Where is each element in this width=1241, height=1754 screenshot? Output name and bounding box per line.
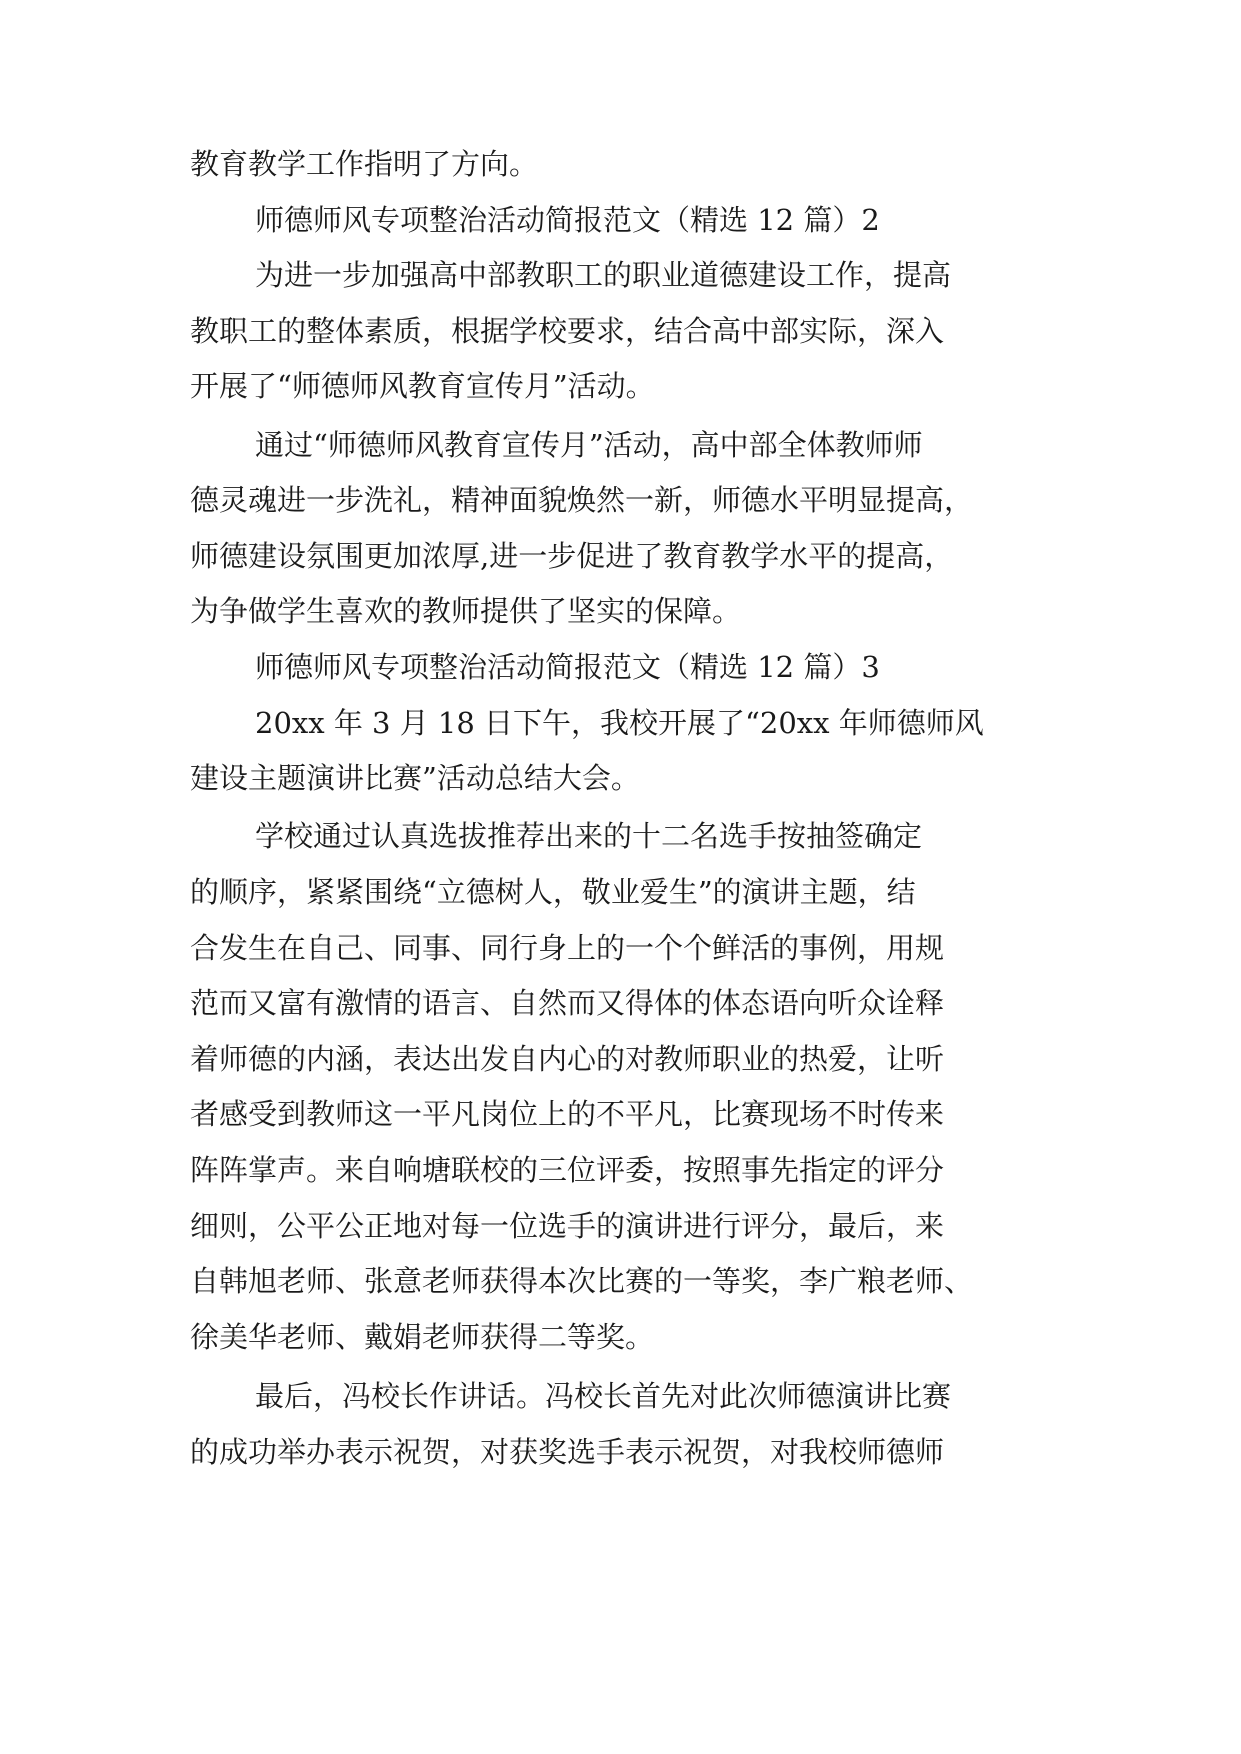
paragraph-line: 教职工的整体素质，根据学校要求，结合高中部实际，深入 [190,314,945,348]
paragraph-line: 的顺序，紧紧围绕“立德树人，敬业爱生”的演讲主题，结 [190,875,916,909]
section-heading: 师德师风专项整治活动简报范文（精选 12 篇）3 [255,650,880,684]
paragraph-line: 为争做学生喜欢的教师提供了坚实的保障。 [190,594,742,628]
paragraph-line: 开展了“师德师风教育宣传月”活动。 [190,369,655,403]
paragraph-line: 着师德的内涵，表达出发自内心的对教师职业的热爱，让听 [190,1042,945,1076]
paragraph-line: 阵阵掌声。来自响塘联校的三位评委，按照事先指定的评分 [190,1153,945,1187]
paragraph-line: 自韩旭老师、张意老师获得本次比赛的一等奖，李广粮老师、 [190,1264,974,1298]
paragraph-line: 的成功举办表示祝贺，对获奖选手表示祝贺，对我校师德师 [190,1435,945,1469]
paragraph-line: 德灵魂进一步洗礼，精神面貌焕然一新，师德水平明显提高， [190,483,974,517]
paragraph-line: 师德建设氛围更加浓厚,进一步促进了教育教学水平的提高， [190,539,954,573]
paragraph-line: 徐美华老师、戴娟老师获得二等奖。 [190,1320,655,1354]
paragraph-line: 为进一步加强高中部教职工的职业道德建设工作，提高 [255,258,952,292]
paragraph-line: 通过“师德师风教育宣传月”活动，高中部全体教师师 [255,428,923,462]
text-line: 教育教学工作指明了方向。 [190,147,539,181]
section-heading: 师德师风专项整治活动简报范文（精选 12 篇）2 [255,203,880,237]
paragraph-line: 范而又富有激情的语言、自然而又得体的体态语向听众诠释 [190,986,945,1020]
paragraph-line: 20xx 年 3 月 18 日下午，我校开展了“20xx 年师德师风 [255,706,984,740]
paragraph-line: 最后，冯校长作讲话。冯校长首先对此次师德演讲比赛 [255,1379,952,1413]
paragraph-line: 细则，公平公正地对每一位选手的演讲进行评分，最后，来 [190,1209,945,1243]
paragraph-line: 建设主题演讲比赛”活动总结大会。 [190,761,640,795]
paragraph-line: 者感受到教师这一平凡岗位上的不平凡，比赛现场不时传来 [190,1097,945,1131]
paragraph-line: 合发生在自己、同事、同行身上的一个个鲜活的事例，用规 [190,931,945,965]
paragraph-line: 学校通过认真选拔推荐出来的十二名选手按抽签确定 [255,819,923,853]
